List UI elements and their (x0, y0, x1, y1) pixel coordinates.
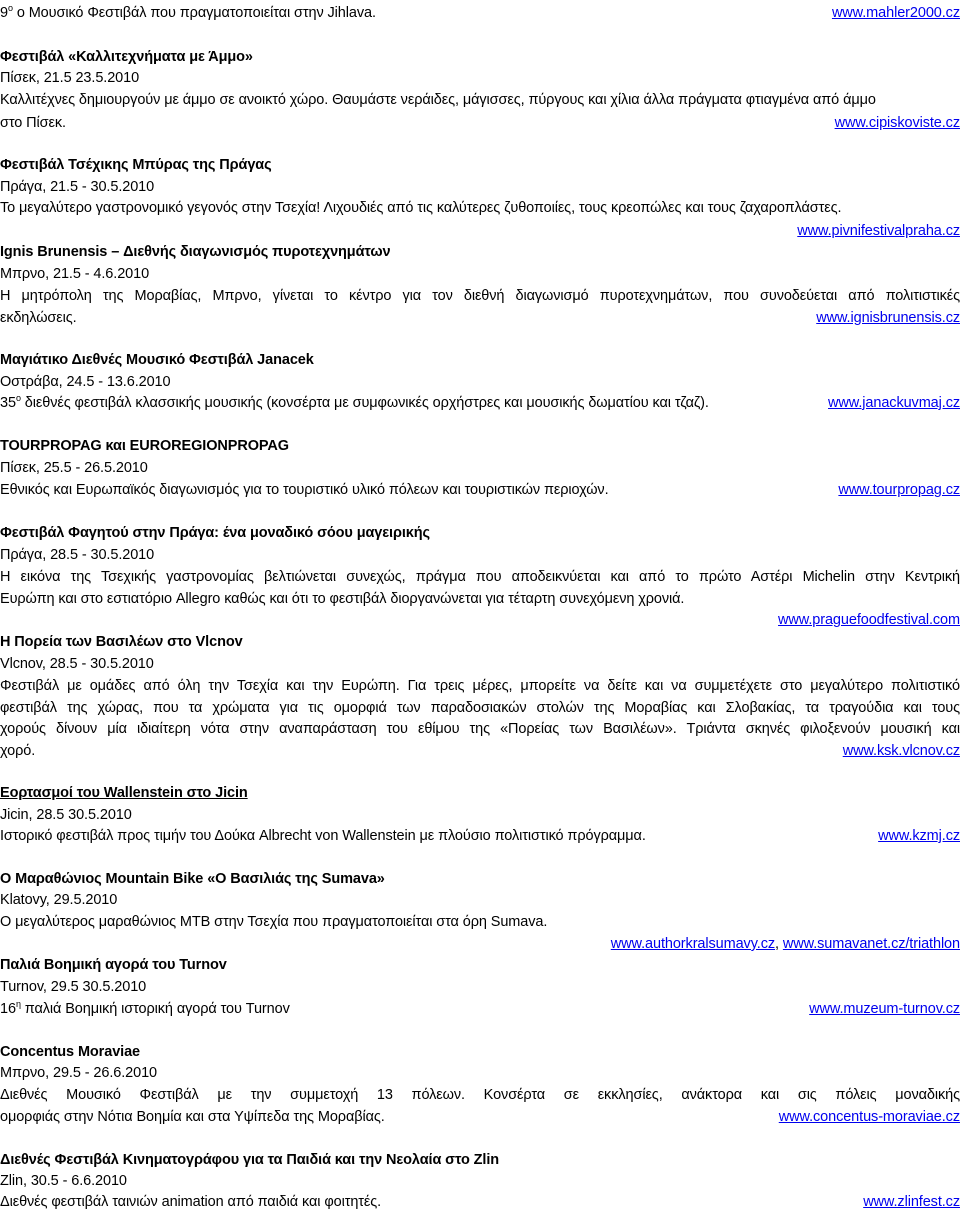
event-desc-kings-2: φεστιβάλ της χώρας, που τα χρώματα για τις ομορφιά των παραδοσιακών στολών της Μοραβίας και Σλοβακίας, τα τραγούδια και τους (0, 700, 960, 716)
event-title-beer: Φεστιβάλ Τσέχικης Μπύρας της Πράγας (0, 157, 272, 173)
event-title-kings: Η Πορεία των Βασιλέων στο Vlcnov (0, 634, 243, 650)
concentus-moraviae-link[interactable]: www.concentus-moraviae.cz (778, 1109, 960, 1125)
praguefoodfestival-link[interactable]: www.praguefoodfestival.com (778, 612, 960, 628)
janacek-ordinal: 35 (0, 395, 16, 411)
ignisbrunensis-link[interactable]: www.ignisbrunensis.cz (816, 310, 960, 326)
event-date-wallenstein: Jicin, 28.5 30.5.2010 (0, 807, 132, 823)
mtb-links (611, 934, 960, 954)
event-desc-turnov-1 (0, 999, 960, 1019)
turnov-desc-text: παλιά Βοημική ιστορική αγορά του Turnov (20, 1001, 290, 1017)
intro-text: ο Μουσικό Φεστιβάλ που πραγματοποιείται στην Jihlava. (16, 5, 376, 21)
event-title-zlin: Διεθνές Φεστιβάλ Κινηματογράφου για τα Παιδιά και την Νεολαία στο Zlin (0, 1152, 500, 1168)
event-title-turnov: Παλιά Βοημική αγορά του Turnov (0, 957, 227, 973)
event-desc-sand-1: Καλλιτέχνες δημιουργούν με άμμο σε ανοικτό χώρο. Θαυμάστε νεράιδες, μάγισσες, πύργους και χίλια άλλα πράγματα φτιαγμένα από άμμο (0, 92, 876, 108)
event-title-wallenstein: Εορτασμοί του Wallenstein στο Jicin (0, 785, 248, 801)
event-date-janacek: Οστράβα, 24.5 - 13.6.2010 (0, 374, 171, 390)
kings-desc-4-text: χορό. (0, 743, 36, 759)
event-desc-food-2: Ευρώπη και στο εστιατόριο Allegro καθώς και ότι το φεστιβάλ διοργανώνεται για τέταρτη συνεχόμενη χρονιά. (0, 591, 685, 607)
event-date-zlin: Zlin, 30.5 - 6.6.2010 (0, 1173, 127, 1189)
zlinfest-link[interactable]: www.zlinfest.cz (863, 1194, 960, 1210)
event-title-sand: Φεστιβάλ «Καλλιτεχνήματα με Άμμο» (0, 49, 253, 65)
event-desc-concentus-2 (0, 1107, 960, 1127)
event-desc-sand-2 (0, 113, 960, 133)
event-desc-ignis-2 (0, 308, 960, 328)
event-desc-wallenstein-1 (0, 826, 960, 846)
janackuvmaj-link[interactable]: www.janackuvmaj.cz (828, 395, 960, 411)
event-date-tourpropag: Πίσεκ, 25.5 - 26.5.2010 (0, 460, 148, 476)
wallenstein-desc-text: Ιστορικό φεστιβάλ προς τιμήν του Δούκα Albrecht von Wallenstein με πλούσιο πολιτιστικό πρόγραμμα. (0, 828, 646, 844)
event-desc-sand-2-text: στο Πίσεκ. (0, 115, 66, 131)
mtb-link-separator: , (775, 936, 783, 952)
cipiskoviste-link[interactable]: www.cipiskoviste.cz (834, 115, 960, 131)
event-date-ignis: Μπρνο, 21.5 - 4.6.2010 (0, 266, 150, 282)
event-date-turnov: Turnov, 29.5 30.5.2010 (0, 979, 147, 995)
muzeum-turnov-link[interactable]: www.muzeum-turnov.cz (809, 1001, 960, 1017)
event-date-sand: Πίσεκ, 21.5 23.5.2010 (0, 70, 140, 86)
event-date-kings: Vlcnov, 28.5 - 30.5.2010 (0, 656, 154, 672)
sumavanet-triathlon-link[interactable]: www.sumavanet.cz/triathlon (782, 936, 960, 952)
concentus-desc-2-text: ομορφιάς στην Νότια Βοημία και στα Υψίπεδα της Μοραβίας. (0, 1109, 385, 1125)
event-desc-janacek-1 (0, 393, 960, 413)
event-date-food: Πράγα, 28.5 - 30.5.2010 (0, 547, 155, 563)
tourpropag-link[interactable]: www.tourpropag.cz (838, 482, 960, 498)
event-title-ignis: Ignis Brunensis – Διεθνής διαγωνισμός πυροτεχνημάτων (0, 244, 391, 260)
turnov-ordinal-suffix: η (15, 999, 21, 1010)
janacek-ordinal-suffix: ο (15, 393, 21, 404)
intro-ordinal: 9 (0, 5, 8, 21)
tourpropag-desc-text: Εθνικός και Ευρωπαϊκός διαγωνισμός για το τουριστικό υλικό πόλεων και τουριστικών περιοχών. (0, 482, 609, 498)
event-desc-mtb-1: Ο μεγαλύτερος μαραθώνιος MTB στην Τσεχία που πραγματοποιείται στα όρη Sumava. (0, 914, 548, 930)
event-date-concentus: Μπρνο, 29.5 - 26.6.2010 (0, 1065, 158, 1081)
kzmj-link[interactable]: www.kzmj.cz (878, 828, 960, 844)
event-desc-concentus-1: Διεθνές Μουσικό Φεστιβάλ με την συμμετοχή 13 πόλεων. Κονσέρτα σε εκκλησίες, ανάκτορα και σις πόλεις μοναδικής (0, 1087, 960, 1103)
event-date-beer: Πράγα, 21.5 - 30.5.2010 (0, 179, 155, 195)
zlin-desc-text: Διεθνές φεστιβάλ ταινιών animation από παιδιά και φοιτητές. (0, 1194, 382, 1210)
event-title-tourpropag: TOURPROPAG και EUROREGIONPROPAG (0, 438, 289, 454)
pivnifestival-link[interactable]: www.pivnifestivalpraha.cz (797, 223, 960, 239)
mahler-link[interactable]: www.mahler2000.cz (831, 5, 960, 21)
ksk-vlcnov-link[interactable]: www.ksk.vlcnov.cz (842, 743, 960, 759)
event-title-mtb: Ο Μαραθώνιος Mountain Bike «Ο Βασιλιάς της Sumava» (0, 871, 385, 887)
turnov-ordinal: 16 (0, 1001, 16, 1017)
event-desc-kings-3: χορούς δίνουν μία ιδιαίτερη νότα στην αναπαράσταση του εθίμου της «Πορείας των Βασιλέων». Τριάντα σκηνές φιλοξενούν μουσική και (0, 721, 960, 737)
event-desc-kings-4 (0, 741, 960, 761)
event-desc-kings-1: Φεστιβάλ με ομάδες από όλη την Τσεχία και την Ευρώπη. Για τρεις μέρες, μπορείτε να δείτε και να συμμετέχετε στο μεγαλύτερο πολιτιστικό (0, 678, 960, 694)
janacek-desc-text: διεθνές φεστιβάλ κλασσικής μουσικής (κονσέρτα με συμφωνικές ορχήστρες και μουσικής δωματίου και τζαζ). (20, 395, 709, 411)
event-desc-ignis-2-text: εκδηλώσεις. (0, 310, 77, 326)
event-desc-food-1: Η εικόνα της Τσεχικής γαστρονομίας βελτιώνεται συνεχώς, πράγμα που αποδεικνύεται και από το πρώτο Αστέρι Michelin στην Κεντρική (0, 569, 960, 585)
event-desc-tourpropag-1 (0, 480, 960, 500)
event-desc-beer-1: Το μεγαλύτερο γαστρονομικό γεγονός στην Τσεχία! Λιχουδιές από τις καλύτερες ζυθοποιίες, τους κρεοπώλες και τους ζαχαροπλάστες. (0, 200, 842, 216)
intro-ordinal-suffix: ο (7, 3, 13, 14)
event-title-concentus: Concentus Moraviae (0, 1044, 141, 1060)
event-date-mtb: Klatovy, 29.5.2010 (0, 892, 118, 908)
event-desc-ignis-1: Η μητρόπολη της Μοραβίας, Μπρνο, γίνεται το κέντρο για τον διεθνή διαγωνισμό πυροτεχνημάτων, που συνοδεύεται από πολιτιστικές (0, 288, 960, 304)
event-title-janacek: Μαγιάτικο Διεθνές Μουσικό Φεστιβάλ Janacek (0, 352, 314, 368)
event-title-food: Φεστιβάλ Φαγητού στην Πράγα: ένα μοναδικό σόου μαγειρικής (0, 525, 430, 541)
authorkralsumavy-link[interactable]: www.authorkralsumavy.cz (610, 936, 776, 952)
event-desc-zlin-1 (0, 1192, 960, 1212)
intro-line (0, 3, 960, 23)
